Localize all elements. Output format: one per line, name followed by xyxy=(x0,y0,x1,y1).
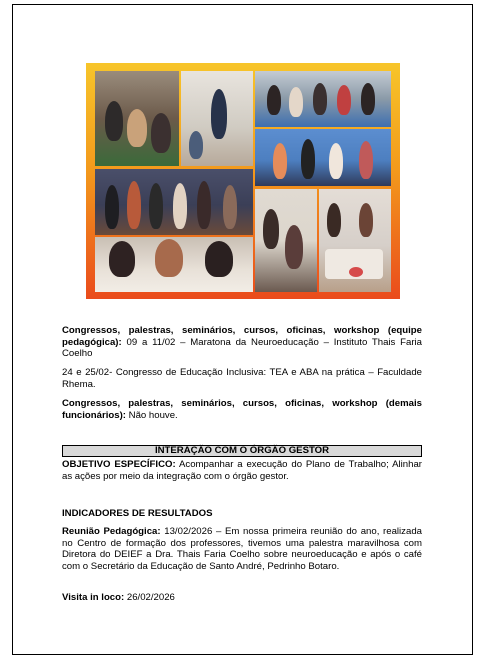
photo-presenter xyxy=(181,71,253,166)
congressos-equipe-heading: Congressos, palestras, seminários, cursos, oficinas, workshop (equipe pedagógica): xyxy=(62,325,422,348)
reuniao-label: Reunião Pedagógica: xyxy=(62,526,161,537)
photo-group-floor xyxy=(95,71,179,166)
photo-group-standing xyxy=(95,169,253,235)
congressos-equipe-item1: 09 a 11/02 – Maratona da Neuroeducação – Instituto Thais Faria Coelho xyxy=(62,336,422,359)
photo-group-table xyxy=(319,189,391,292)
reuniao-text: 13/02/2026 – Em nossa primeira reunião do ano, realizada no Centro de formação dos professores, tivemos uma palestra maravilhosa com Diretora do DEIEF a Dra. Thais Faria Coelho sobre neuroeducação e após o café com o Secretário da Educação de Santo André, Pedrinho Botaro. xyxy=(62,526,422,572)
visita-value: 26/02/2026 xyxy=(126,592,175,603)
congressos-func-heading: Congressos, palestras, seminários, cursos, oficinas, workshop (demais funcionários): xyxy=(62,398,422,421)
reuniao-pedagogica xyxy=(62,526,422,572)
photo-group-smiling xyxy=(255,189,317,292)
visita-in-loco xyxy=(62,592,422,604)
congressos-equipe xyxy=(62,325,422,360)
visita-label: Visita in loco: xyxy=(62,592,125,603)
photo-collage xyxy=(86,63,400,299)
objetivo-label: OBJETIVO ESPECÍFICO: xyxy=(62,459,176,470)
congressos-funcionarios xyxy=(62,398,422,421)
objetivo-especifico xyxy=(62,459,422,482)
section-title: INTERAÇÃO COM O ÓRGÃO GESTOR xyxy=(62,445,422,457)
congressos-func-value: Não houve. xyxy=(128,409,178,421)
photo-group-couches xyxy=(255,71,391,127)
objetivo-text: Acompanhar a execução do Plano de Trabalho; Alinhar as ações por meio da integração com o órgão gestor. xyxy=(62,459,422,482)
congressos-equipe-item2: 24 e 25/02- Congresso de Educação Inclusiva: TEA e ABA na prática – Faculdade Rhema. xyxy=(62,367,422,390)
photo-arms-up xyxy=(255,129,391,186)
photo-writing xyxy=(95,237,253,292)
indicadores-title: INDICADORES DE RESULTADOS xyxy=(62,508,213,519)
